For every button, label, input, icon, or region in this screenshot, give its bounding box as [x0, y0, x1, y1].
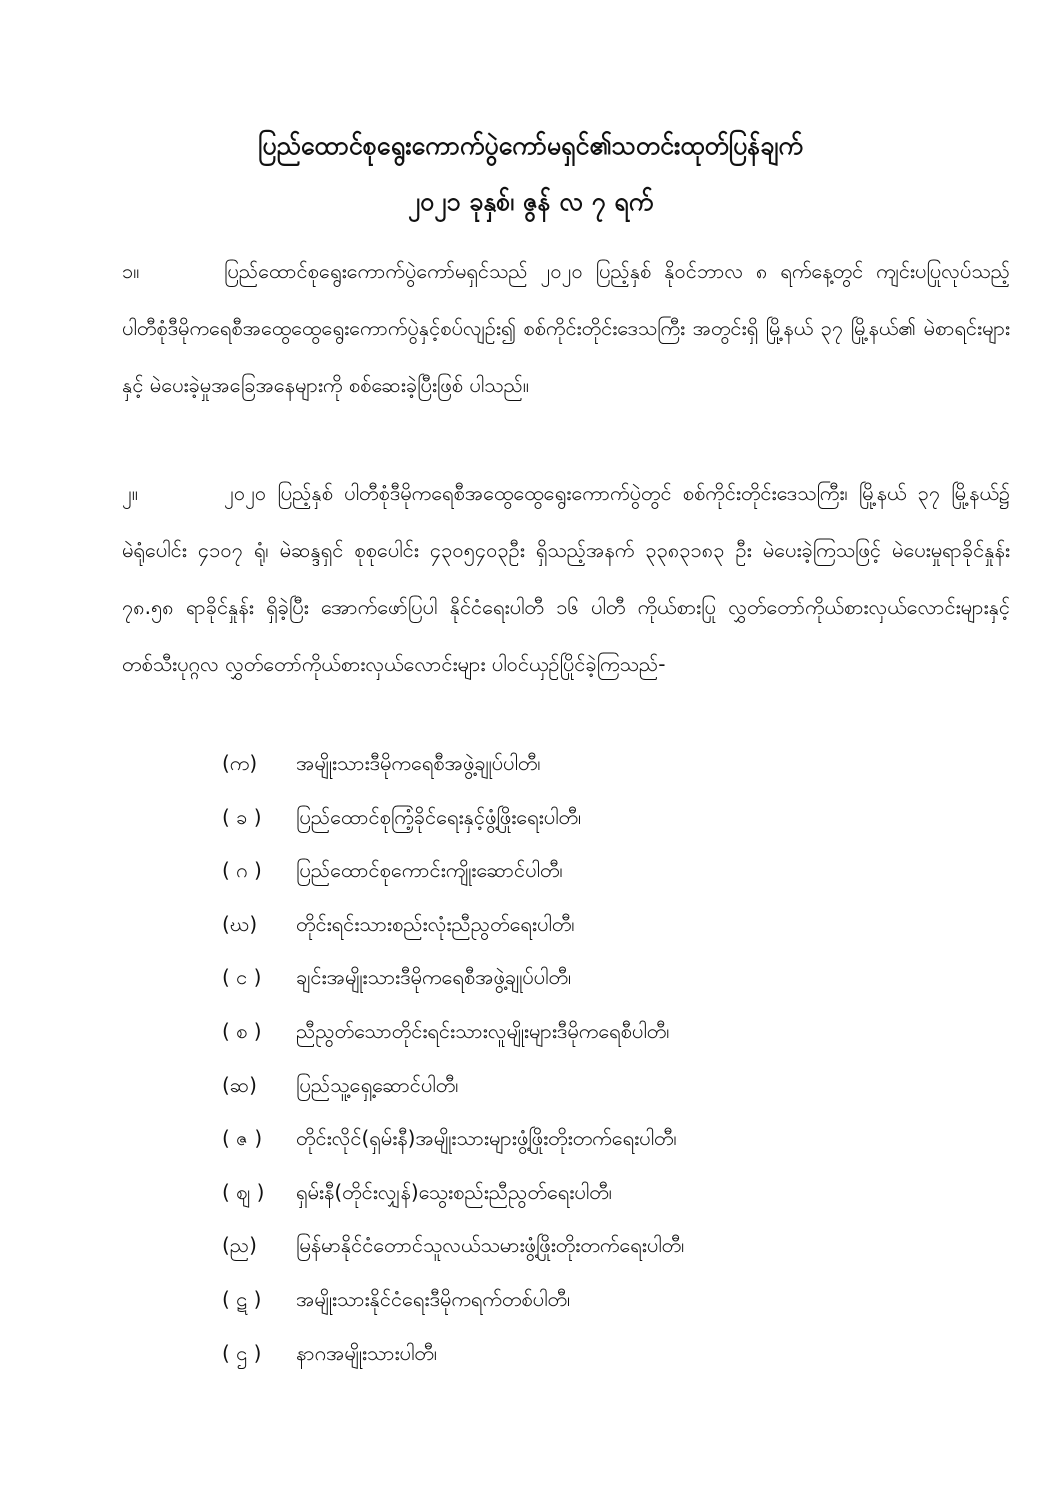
- list-marker: ( င ): [222, 965, 262, 990]
- party-name: ညီညွတ်သောတိုင်းရင်းသားလူမျိုးများဒီမိုကရေစီပါတီ၊: [296, 1018, 670, 1043]
- paragraph-text: ပြည်ထောင်စုရွေးကောက်ပွဲကော်မရှင်သည် ၂၀၂၀ ပြည့်နှစ် နိုဝင်ဘာလ ၈ ရက်နေ့တွင် ကျင်းပပြုလုပ်သည့် ပါတီစုံဒီမိုကရေစီအထွေထွေရွေးကောက်ပွဲနှင့်စပ်လျဉ်း၍ စစ်ကိုင်းတိုင်းဒေသကြီး အတွင်းရှိ မြို့နယ် ၃၇ မြို့နယ်၏ မဲစာရင်းများနှင့် မဲပေးခဲ့မှုအခြေအနေများကို စစ်ဆေးခဲ့ပြီးဖြစ် ပါသည်။: [122, 259, 1010, 397]
- document-date: ၂၀၂၁ ခုနှစ်၊ ဇွန် လ ၇ ရက်: [407, 187, 654, 216]
- list-item: [222, 844, 1002, 898]
- paragraph-number: ၂။: [122, 481, 138, 505]
- list-item: [222, 1005, 1002, 1059]
- paragraph-text: ၂၀၂၀ ပြည့်နှစ် ပါတီစုံဒီမိုကရေစီအထွေထွေရွေးကောက်ပွဲတွင် စစ်ကိုင်းတိုင်းဒေသကြီး၊ မြို့နယ် ၃၇ မြို့နယ်၌ မဲရုံပေါင်း ၄၁၀၇ ရုံ၊ မဲဆန္ဒရှင် စုစုပေါင်း ၄၃၀၅၄၀၃ဦး ရှိသည့်အနက် ၃၃၈၃၁၈၃ ဦး မဲပေးခဲ့ကြသဖြင့် မဲပေးမှုရာခိုင်နှုန်း ၇၈.၅၈ ရာခိုင်နှုန်း ရှိခဲ့ပြီး အောက်ဖော်ပြပါ နိုင်ငံရေးပါတီ ၁၆ ပါတီ ကိုယ်စားပြု လွှတ်တော်ကိုယ်စားလှယ်လောင်းများနှင့် တစ်သီးပုဂ္ဂလ လွှတ်တော်ကိုယ်စားလှယ်လောင်းများ ပါဝင်ယှဉ်ပြိုင်ခဲ့ကြသည်-: [122, 481, 1010, 676]
- party-name: မြန်မာနိုင်ငံတောင်သူလယ်သမားဖွံ့ဖြိုးတိုးတက်ရေးပါတီ၊: [296, 1233, 685, 1258]
- party-name: ရှမ်းနီ(တိုင်းလျှန်)သွေးစည်းညီညွတ်ရေးပါတီ၊: [296, 1179, 612, 1204]
- list-marker: ( ဈ ): [222, 1179, 265, 1204]
- paragraph-number: ၁။: [122, 259, 140, 283]
- paragraph-2: [122, 465, 1010, 693]
- party-name: တိုင်းရင်းသားစည်းလုံးညီညွတ်ရေးပါတီ၊: [296, 911, 575, 936]
- party-name: တိုင်းလိုင်(ရှမ်းနီ)အမျိုးသားများဖွံ့ဖြိုးတိုးတက်ရေးပါတီ၊: [296, 1126, 677, 1151]
- list-item: [222, 951, 1002, 1005]
- list-marker: (ဃ): [222, 911, 258, 936]
- list-marker: (ည): [222, 1233, 257, 1258]
- list-item: [222, 737, 1002, 791]
- party-name: ပြည်ထောင်စုကြံ့ခိုင်ရေးနှင့်ဖွံ့ဖြိုးရေးပါတီ၊: [296, 804, 582, 829]
- party-name: အမျိုးသားနိုင်ငံရေးဒီမိုကရက်တစ်ပါတီ၊: [296, 1286, 571, 1311]
- party-name: နာဂအမျိုးသားပါတီ၊: [296, 1340, 438, 1365]
- party-name: ပြည်ထောင်စုကောင်းကျိုးဆောင်ပါတီ၊: [296, 858, 563, 883]
- list-item: [222, 1327, 1002, 1381]
- list-marker: ( စ ): [222, 1018, 262, 1043]
- list-item: [222, 791, 1002, 845]
- list-item: [222, 898, 1002, 952]
- list-marker: (ဆ): [222, 1072, 257, 1097]
- party-name: ပြည်သူ့ရှေ့ဆောင်ပါတီ၊: [296, 1072, 459, 1097]
- list-marker: (က): [222, 751, 258, 775]
- list-item: [222, 1273, 1002, 1327]
- list-marker: ( ဂ ): [222, 858, 262, 883]
- page-title: ပြည်ထောင်စုရွေးကောက်ပွဲကော်မရှင်၏သတင်းထုတ်ပြန်ချက်: [258, 131, 803, 160]
- list-item: [222, 1219, 1002, 1273]
- party-name: ချင်းအမျိုးသားဒီမိုကရေစီအဖွဲ့ချုပ်ပါတီ၊: [296, 965, 572, 990]
- list-marker: ( ဌ ): [222, 1340, 262, 1365]
- list-marker: ( ဇ ): [222, 1126, 263, 1151]
- list-item: [222, 1166, 1002, 1220]
- list-marker: ( ခ ): [222, 804, 262, 829]
- list-item: [222, 1112, 1002, 1166]
- list-item: [222, 1059, 1002, 1113]
- list-marker: ( ဋ ): [222, 1286, 262, 1311]
- party-name: အမျိုးသားဒီမိုကရေစီအဖွဲ့ချုပ်ပါတီ၊: [296, 751, 541, 775]
- paragraph-1: [122, 243, 1010, 414]
- party-list: [222, 737, 1002, 1380]
